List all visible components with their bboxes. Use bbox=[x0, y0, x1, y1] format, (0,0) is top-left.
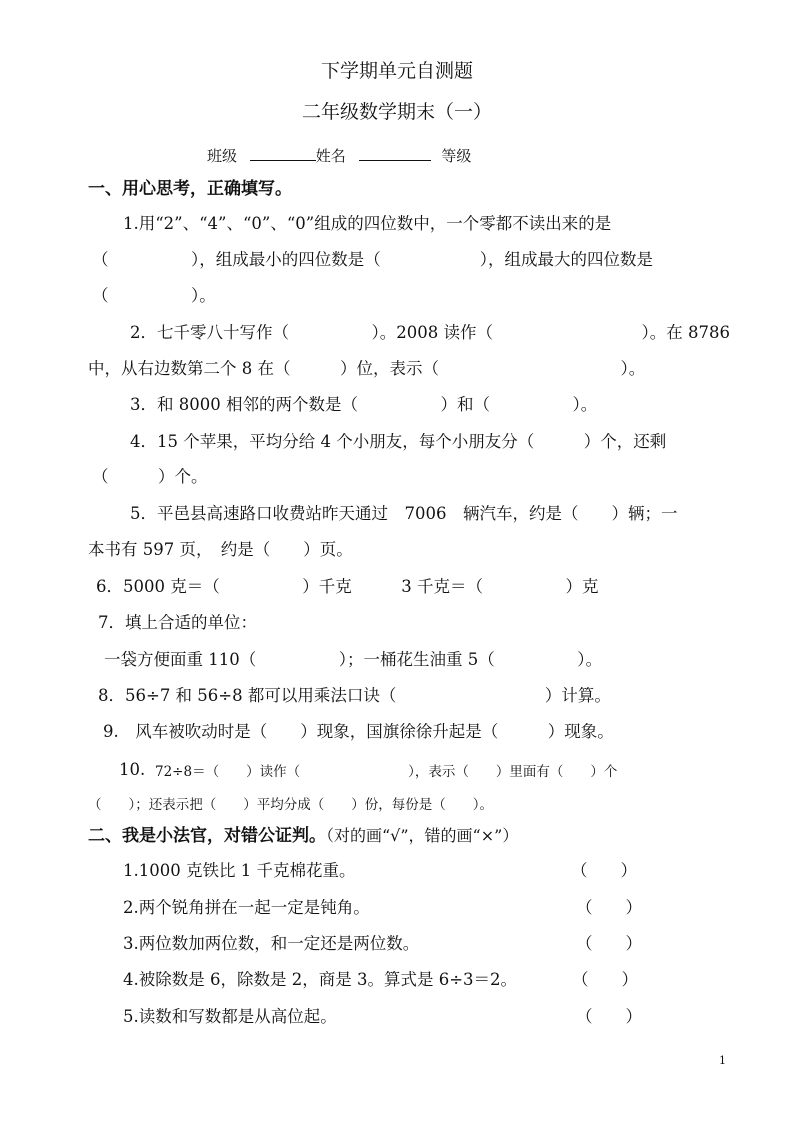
judge-item-4-mark[interactable]: （ ） bbox=[572, 970, 638, 989]
class-label: 班级 bbox=[207, 147, 238, 165]
name-field[interactable] bbox=[359, 146, 431, 161]
question-1-line-1: 1.用“2”、“4”、“0”、“0”组成的四位数中，一个零都不读出来的是 bbox=[123, 214, 612, 233]
judge-item-2-mark[interactable]: （ ） bbox=[576, 898, 642, 917]
page-number: 1 bbox=[719, 1054, 726, 1067]
judge-item-5-mark[interactable]: （ ） bbox=[576, 1007, 642, 1026]
question-9: 9. 风车被吹动时是（ ）现象，国旗徐徐升起是（ ）现象。 bbox=[103, 722, 614, 741]
class-field[interactable] bbox=[250, 146, 316, 161]
name-label: 姓名 bbox=[315, 147, 346, 165]
doc-title: 下学期单元自测题 bbox=[320, 60, 473, 82]
section1-heading: 一、用心思考，正确填写。 bbox=[88, 179, 292, 199]
question-5-line-1: 5．平邑县高速路口收费站昨天通过 7006 辆汽车，约是（ ）辆；一 bbox=[130, 504, 678, 523]
section2-heading-line bbox=[88, 825, 518, 847]
judge-item-5-text: 5.读数和写数都是从高位起。 bbox=[123, 1007, 337, 1026]
question-10-line-1: 72÷8＝（ ）读作（ ），表示（ ）里面有（ ）个 bbox=[155, 764, 618, 780]
question-6: 6．5000 克＝（ ）千克 3 千克＝（ ）克 bbox=[96, 577, 599, 596]
question-2-line-2: 中，从右边数第二个 8 在（ ）位，表示（ ）。 bbox=[88, 359, 646, 378]
section2-note: （对的画“√”，错的画“×”） bbox=[326, 826, 519, 845]
question-5-line-2: 本书有 597 页， 约是（ ）页。 bbox=[88, 540, 353, 559]
judge-item-3-mark[interactable]: （ ） bbox=[576, 934, 642, 953]
question-1-line-2: （ ），组成最小的四位数是（ ），组成最大的四位数是 bbox=[92, 250, 653, 269]
doc-subtitle: 二年级数学期末（一） bbox=[301, 101, 492, 123]
question-2-line-1: 2．七千零八十写作（ ）。2008 读作（ ）。在 8786 bbox=[130, 323, 730, 342]
question-1-line-3: （ ）。 bbox=[92, 286, 216, 305]
question-10-line-2: （ ）；还表示把（ ）平均分成（ ）份，每份是（ ）。 bbox=[88, 797, 493, 813]
info-line bbox=[207, 145, 471, 167]
judge-item-3-text: 3.两位数加两位数，和一定还是两位数。 bbox=[123, 934, 420, 953]
judge-item-4-text: 4.被除数是 6，除数是 2，商是 3。算式是 6÷3＝2。 bbox=[123, 970, 518, 989]
question-4-line-1: 4．15 个苹果，平均分给 4 个小朋友，每个小朋友分（ ）个，还剩 bbox=[130, 432, 667, 451]
judge-item-1-mark[interactable]: （ ） bbox=[571, 861, 637, 880]
judge-item-1-text: 1.1000 克铁比 1 千克棉花重。 bbox=[123, 861, 356, 880]
question-4-line-2: （ ）个。 bbox=[92, 467, 208, 486]
section2-heading: 二、我是小法官，对错公证判。 bbox=[88, 826, 326, 846]
question-10-number: 10. bbox=[119, 760, 146, 779]
question-7-line-2: 一袋方便面重 110（ ）；一桶花生油重 5（ ）。 bbox=[104, 650, 602, 669]
question-7-line-1: 7．填上合适的单位： bbox=[98, 613, 257, 632]
question-8: 8．56÷7 和 56÷8 都可以用乘法口诀（ ）计算。 bbox=[98, 686, 611, 705]
judge-item-2-text: 2.两个锐角拼在一起一定是钝角。 bbox=[123, 898, 370, 917]
grade-label: 等级 bbox=[441, 147, 472, 165]
question-3: 3．和 8000 相邻的两个数是（ ）和（ ）。 bbox=[130, 395, 598, 414]
